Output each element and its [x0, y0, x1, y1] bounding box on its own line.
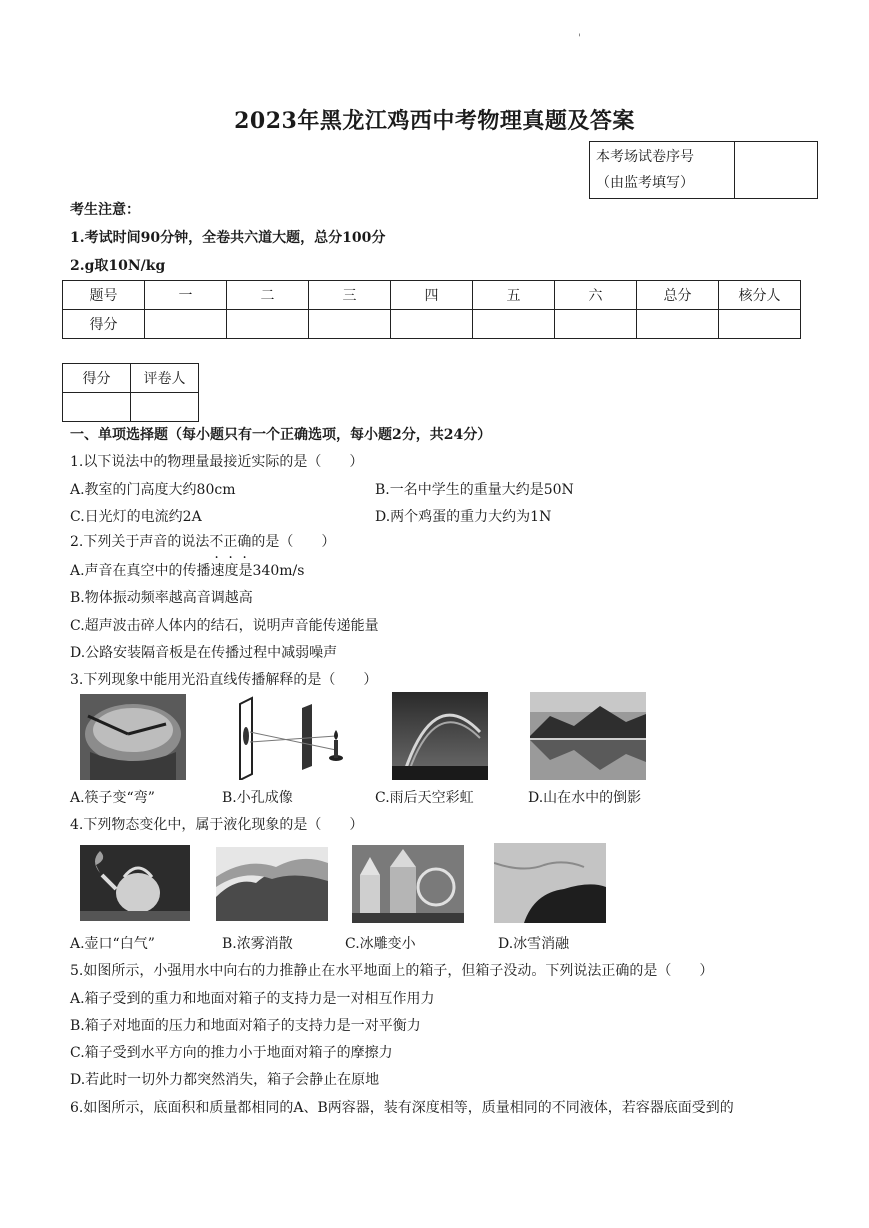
q2-stem-post: 的是（ ） [251, 534, 336, 550]
score-table [62, 280, 801, 339]
score-cell[interactable] [309, 310, 391, 339]
grader-table [62, 363, 199, 422]
score-header-cell: 题号 [63, 281, 145, 310]
score-cell[interactable] [473, 310, 555, 339]
q4-image-snow-melt [494, 843, 606, 923]
q4-caption-c: C.冰雕变小 [345, 936, 416, 952]
q2-emphasis-char: 确 [237, 534, 252, 550]
q4-caption-b: B.浓雾消散 [222, 936, 293, 952]
score-header-cell: 总分 [637, 281, 719, 310]
seat-label-line2: （由监考填写） [596, 175, 694, 191]
q5-option-d: D.若此时一切外力都突然消失，箱子会静止在原地 [70, 1072, 380, 1088]
q2-option-d: D.公路安装隔音板是在传播过程中减弱噪声 [70, 645, 338, 661]
q5-stem: 5.如图所示，小强用水中向右的力推静止在水平地面上的箱子，但箱子没动。下列说法正确的是（ ） [70, 963, 714, 979]
notice-heading: 考生注意： [70, 202, 140, 218]
q4-image-kettle [80, 845, 190, 921]
q4-caption-a: A.壶口“白气” [70, 936, 155, 952]
score-cell[interactable] [555, 310, 637, 339]
header-mark: ' [578, 33, 581, 44]
q2-emphasis-char: 正 [223, 534, 238, 550]
score-table-header-row [63, 281, 801, 310]
seat-label-line1: 本考场试卷序号 [596, 149, 694, 165]
q1-stem: 1.以下说法中的物理量最接近实际的是（ ） [70, 454, 364, 470]
grader-name-header: 评卷人 [131, 364, 199, 393]
q5-option-b: B.箱子对地面的压力和地面对箱子的支持力是一对平衡力 [70, 1018, 421, 1034]
seat-number-box [589, 141, 818, 199]
seat-number-label [590, 142, 735, 199]
q6-stem: 6.如图所示，底面积和质量都相同的A、B两容器，装有深度相等，质量相同的不同液体，若容器底面受到的 [70, 1100, 734, 1116]
q2-option-b: B.物体振动频率越高音调越高 [70, 590, 253, 606]
score-cell[interactable] [719, 310, 801, 339]
q3-image-chopsticks [80, 694, 186, 780]
section-1-heading: 一、单项选择题（每小题只有一个正确选项，每小题2分，共24分） [70, 427, 492, 443]
notice-item-1: 1.考试时间90分钟，全卷共六道大题，总分100分 [70, 230, 386, 246]
score-cell[interactable] [391, 310, 473, 339]
page-title: 2023年黑龙江鸡西中考物理真题及答案 [234, 108, 635, 134]
q1-option-d: D.两个鸡蛋的重力大约为1N [375, 509, 552, 525]
q5-option-c: C.箱子受到水平方向的推力小于地面对箱子的摩擦力 [70, 1045, 393, 1061]
q1-option-b: B.一名中学生的重量大约是50N [375, 482, 574, 498]
q4-image-ice-sculpture [352, 845, 464, 923]
notice-item-2: 2.g取10N/kg [70, 258, 166, 274]
q3-image-pinhole [236, 696, 348, 780]
q3-caption-a: A.筷子变“弯” [70, 790, 155, 806]
score-header-cell: 一 [145, 281, 227, 310]
q3-image-reflection [530, 692, 646, 780]
q3-image-rainbow [392, 692, 488, 780]
q4-image-fog [216, 847, 328, 921]
score-header-cell: 六 [555, 281, 637, 310]
score-table-score-row [63, 310, 801, 339]
grader-score-header: 得分 [63, 364, 131, 393]
seat-number-input[interactable] [735, 142, 818, 199]
q3-caption-c: C.雨后天空彩虹 [375, 790, 474, 806]
q3-caption-b: B.小孔成像 [222, 790, 293, 806]
q3-stem: 3.下列现象中能用光沿直线传播解释的是（ ） [70, 672, 378, 688]
grader-name-cell[interactable] [131, 393, 199, 422]
q2-stem [70, 532, 335, 552]
score-header-cell: 五 [473, 281, 555, 310]
score-header-cell: 四 [391, 281, 473, 310]
q2-option-c: C.超声波击碎人体内的结石，说明声音能传递能量 [70, 618, 379, 634]
score-header-cell: 二 [227, 281, 309, 310]
q2-stem-pre: 2.下列关于声音的说法 [70, 534, 210, 550]
score-row-label: 得分 [63, 310, 145, 339]
grader-score-cell[interactable] [63, 393, 131, 422]
score-header-cell: 核分人 [719, 281, 801, 310]
q4-caption-d: D.冰雪消融 [498, 936, 570, 952]
q1-option-c: C.日光灯的电流约2A [70, 509, 202, 525]
q2-emphasis-char: 不 [209, 534, 224, 550]
q1-option-a: A.教室的门高度大约80cm [70, 482, 236, 498]
score-cell[interactable] [227, 310, 309, 339]
q5-option-a: A.箱子受到的重力和地面对箱子的支持力是一对相互作用力 [70, 991, 435, 1007]
q2-option-a: A.声音在真空中的传播速度是340m/s [70, 563, 305, 579]
score-cell[interactable] [637, 310, 719, 339]
q3-caption-d: D.山在水中的倒影 [528, 790, 642, 806]
score-header-cell: 三 [309, 281, 391, 310]
score-cell[interactable] [145, 310, 227, 339]
q4-stem: 4.下列物态变化中，属于液化现象的是（ ） [70, 817, 364, 833]
